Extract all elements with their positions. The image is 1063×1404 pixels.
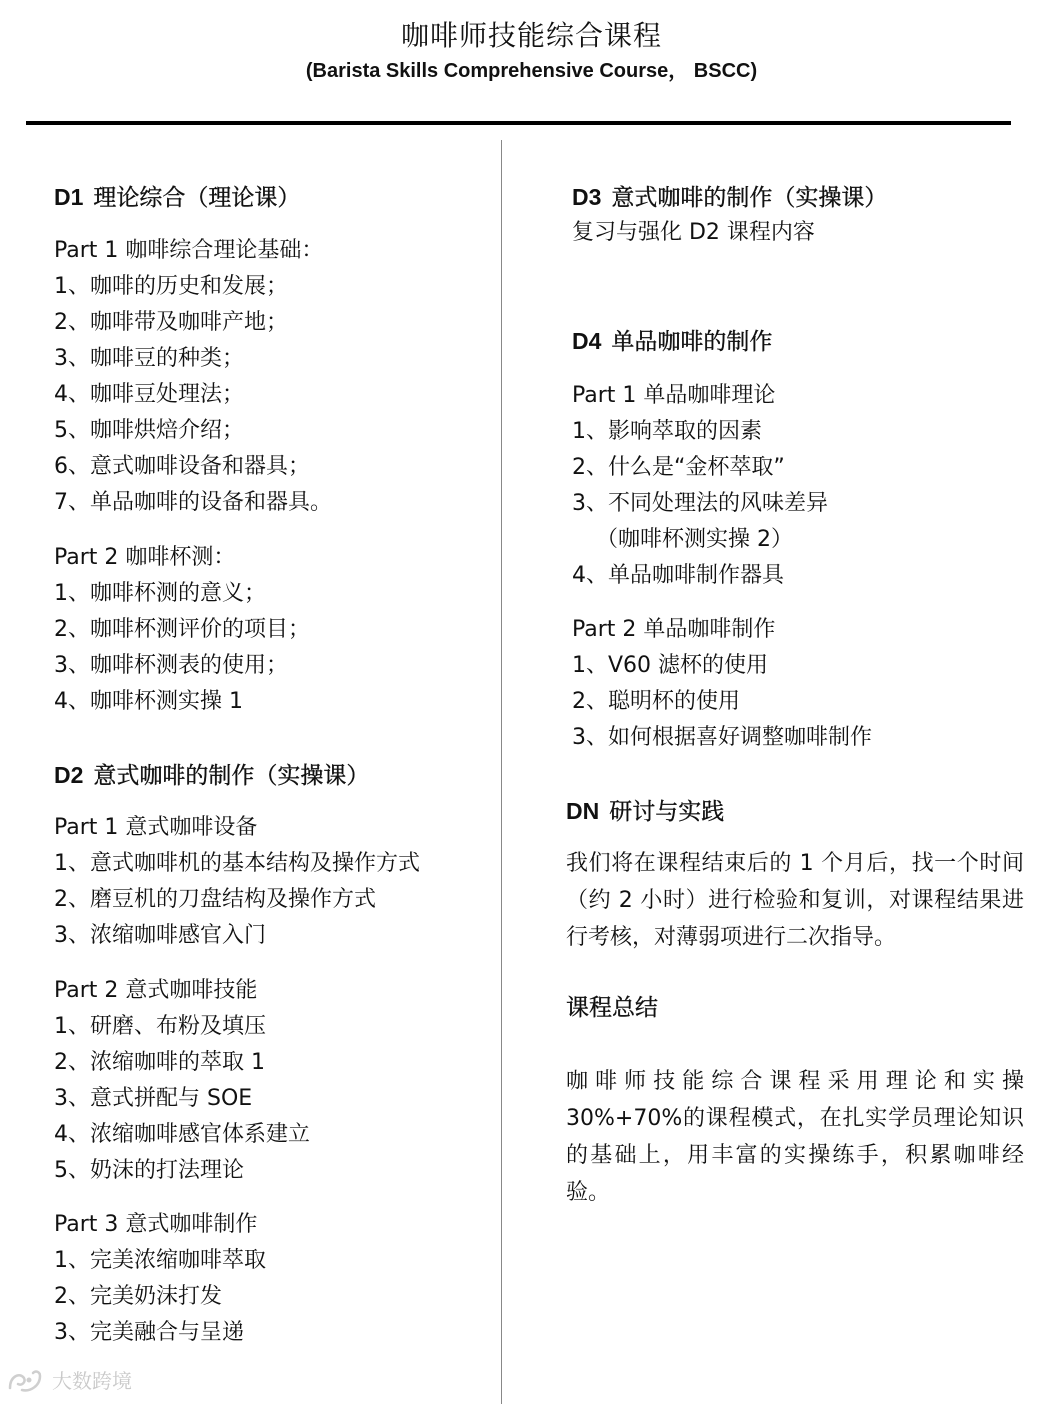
section-heading-d3 xyxy=(572,182,887,213)
list-item: 6、意式咖啡设备和器具； xyxy=(54,454,310,479)
summary-title: 课程总结 xyxy=(566,995,658,1021)
section-code: D2 xyxy=(54,762,84,788)
part-title: Part 2 单品咖啡制作 xyxy=(572,617,776,642)
list-item: 5、奶沫的打法理论 xyxy=(54,1158,244,1183)
section-name: 研讨与实践 xyxy=(609,799,725,825)
list-item: 1、完美浓缩咖啡萃取 xyxy=(54,1248,266,1273)
section-name: 意式咖啡的制作（实操课） xyxy=(611,185,888,211)
list-item: 7、单品咖啡的设备和器具。 xyxy=(54,490,332,515)
watermark-logo-icon xyxy=(6,1366,46,1396)
title-rule xyxy=(26,121,1011,125)
list-item: 2、咖啡带及咖啡产地； xyxy=(54,310,288,335)
list-item: 3、意式拼配与 SOE xyxy=(54,1086,253,1111)
list-item: 2、浓缩咖啡的萃取 1 xyxy=(54,1050,265,1075)
watermark xyxy=(6,1366,132,1396)
page-title: 咖啡师技能综合课程 xyxy=(400,19,662,52)
section-code: D3 xyxy=(572,184,602,210)
summary-heading xyxy=(566,993,658,1023)
list-item: 5、咖啡烘焙介绍； xyxy=(54,418,244,443)
part-title: Part 3 意式咖啡制作 xyxy=(54,1212,258,1237)
column-divider xyxy=(501,140,502,1404)
part-title: Part 1 意式咖啡设备 xyxy=(54,815,258,840)
section-text: 复习与强化 D2 课程内容 xyxy=(572,220,815,245)
section-paragraph: 我们将在课程结束后的 1 个月后，找一个时间（约 2 小时）进行检验和复训，对课程结果进行考核，对薄弱项进行二次指导。 xyxy=(566,851,1024,950)
list-item: 2、什么是“金杯萃取” xyxy=(572,455,785,480)
list-item: 4、浓缩咖啡感官体系建立 xyxy=(54,1122,310,1147)
list-item: 1、研磨、布粉及填压 xyxy=(54,1014,266,1039)
list-item: 3、咖啡杯测表的使用； xyxy=(54,653,288,678)
section-heading-d4 xyxy=(572,326,772,357)
list-item: 2、咖啡杯测评价的项目； xyxy=(54,617,310,642)
list-item: 3、如何根据喜好调整咖啡制作 xyxy=(572,725,872,750)
list-item: 2、磨豆机的刀盘结构及操作方式 xyxy=(54,887,376,912)
list-item: 1、咖啡杯测的意义； xyxy=(54,581,266,606)
list-item: 1、意式咖啡机的基本结构及操作方式 xyxy=(54,851,420,876)
section-name: 单品咖啡的制作 xyxy=(611,329,773,355)
list-item: 3、不同处理法的风味差异 xyxy=(572,491,828,516)
list-item: 3、浓缩咖啡感官入门 xyxy=(54,923,266,948)
list-item: 3、咖啡豆的种类； xyxy=(54,346,244,371)
section-code: DN xyxy=(566,798,600,824)
section-name: 意式咖啡的制作（实操课） xyxy=(93,763,370,789)
list-item: 2、完美奶沫打发 xyxy=(54,1284,222,1309)
list-item: 1、咖啡的历史和发展； xyxy=(54,274,288,299)
section-code: D1 xyxy=(54,184,84,210)
list-item: 4、单品咖啡制作器具 xyxy=(572,563,784,588)
section-heading-d1 xyxy=(54,182,300,213)
part-title: Part 1 咖啡综合理论基础： xyxy=(54,238,324,263)
list-item: 2、聪明杯的使用 xyxy=(572,689,740,714)
list-item: 3、完美融合与呈递 xyxy=(54,1320,244,1345)
part-title: Part 1 单品咖啡理论 xyxy=(572,383,776,408)
section-heading-dn xyxy=(566,796,724,827)
summary-paragraph: 咖啡师技能综合课程采用理论和实操30%+70%的课程模式，在扎实学员理论知识的基础上，用丰富的实操练手，积累咖啡经验。 xyxy=(566,1069,1024,1205)
watermark-text: 大数跨境 xyxy=(52,1369,132,1393)
section-name: 理论综合（理论课） xyxy=(93,185,301,211)
section-code: D4 xyxy=(572,328,602,354)
page-subtitle: (Barista Skills Comprehensive Course， BSCC) xyxy=(305,60,758,82)
list-item: 4、咖啡杯测实操 1 xyxy=(54,689,243,714)
part-title: Part 2 意式咖啡技能 xyxy=(54,978,258,1003)
list-item: 1、V60 滤杯的使用 xyxy=(572,653,769,678)
section-heading-d2 xyxy=(54,760,369,791)
list-item: 1、影响萃取的因素 xyxy=(572,419,762,444)
list-item-note: （咖啡杯测实操 2） xyxy=(596,527,793,552)
part-title: Part 2 咖啡杯测： xyxy=(54,545,236,570)
list-item: 4、咖啡豆处理法； xyxy=(54,382,244,407)
